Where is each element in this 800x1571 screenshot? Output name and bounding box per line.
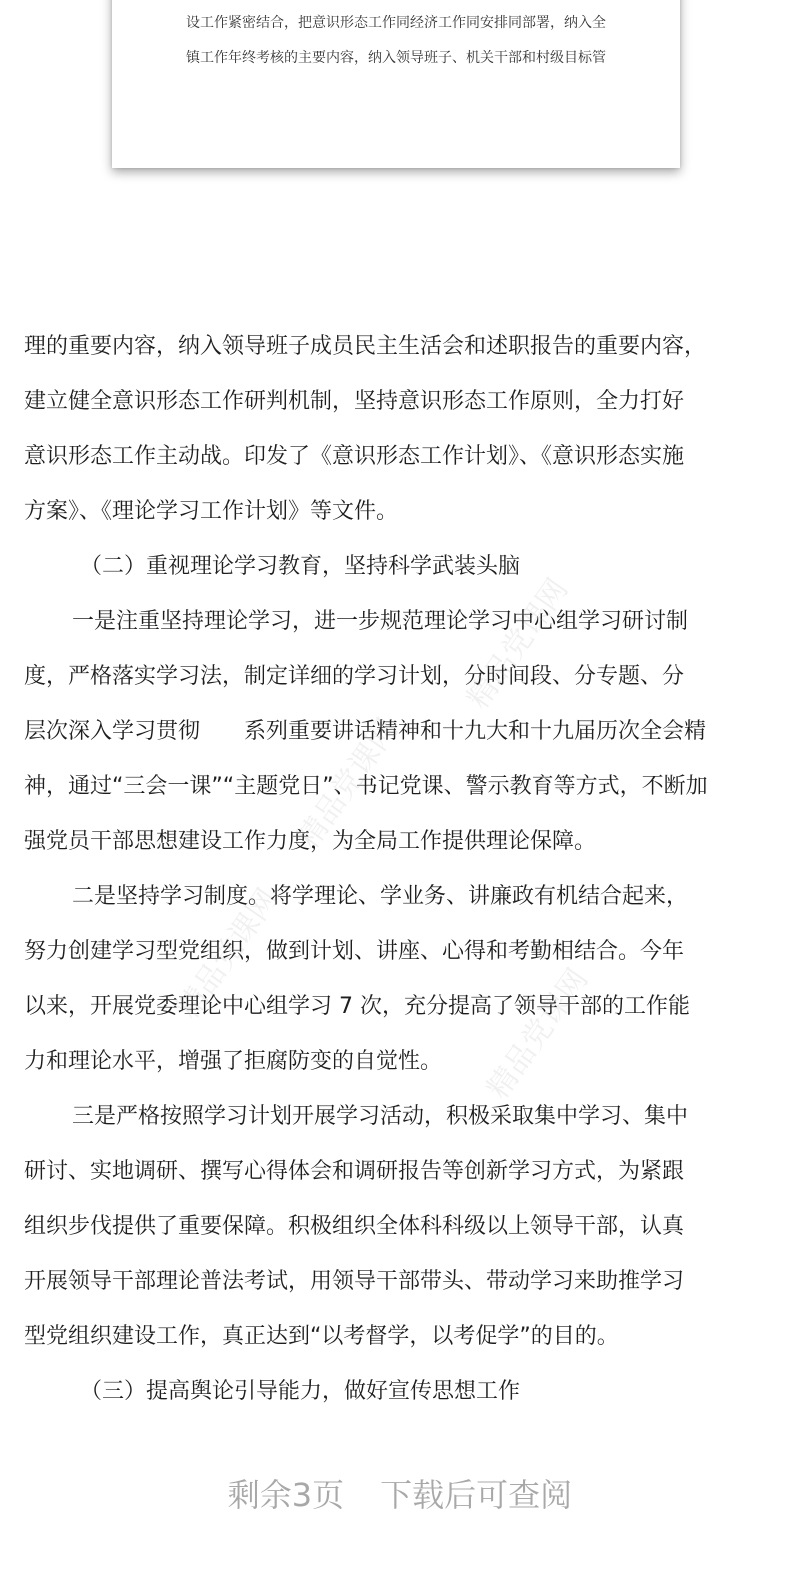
remaining-pages-count: 剩余3页 bbox=[227, 1476, 345, 1514]
text-line: 理的重要内容，纳入领导班子成员民主生活会和述职报告的重要内容， bbox=[24, 334, 707, 359]
text-line: 建立健全意识形态工作研判机制，坚持意识形态工作原则，全力打好 bbox=[24, 389, 685, 414]
text-line: 以来，开展党委理论中心组学习 7 次，充分提高了领导干部的工作能 bbox=[24, 994, 690, 1019]
text-line: 研讨、实地调研、撰写心得体会和调研报告等创新学习方式，为紧跟 bbox=[24, 1159, 685, 1184]
text-line: 神，通过“三会一课”“主题党日”、书记党课、警示教育等方式，不断加 bbox=[24, 774, 708, 799]
preview-card-line: 设工作紧密结合，把意识形态工作同经济工作同安排同部署，纳入全 bbox=[186, 15, 606, 31]
watermark: 精品党课网 bbox=[170, 882, 286, 1026]
paragraph-first-line: 二是坚持学习制度。将学理论、学业务、讲廉政有机结合起来， bbox=[72, 884, 689, 909]
paragraph-first-line: 三是严格按照学习计划开展学习活动，积极采取集中学习、集中 bbox=[72, 1104, 689, 1129]
text-line: 力和理论水平，增强了拒腐防变的自觉性。 bbox=[24, 1049, 443, 1074]
text-line: 意识形态工作主动战。印发了《意识形态工作计划》、《意识形态实施 bbox=[24, 444, 685, 469]
text-line: 组织步伐提供了重要保障。积极组织全体科科级以上领导干部，认真 bbox=[24, 1214, 685, 1239]
section-heading: （三）提高舆论引导能力，做好宣传思想工作 bbox=[80, 1379, 521, 1404]
preview-card-line: 镇工作年终考核的主要内容，纳入领导班子、机关干部和村级目标管 bbox=[186, 50, 606, 66]
text-line: 努力创建学习型党组织，做到计划、讲座、心得和考勤相结合。今年 bbox=[24, 939, 685, 964]
text-line: 方案》、《理论学习工作计划》等文件。 bbox=[24, 499, 399, 524]
text-line: 开展领导干部理论普法考试，用领导干部带头、带动学习来助推学习 bbox=[24, 1269, 685, 1294]
section-heading: （二）重视理论学习教育，坚持科学武装头脑 bbox=[80, 554, 521, 579]
paragraph-first-line: 一是注重坚持理论学习，进一步规范理论学习中心组学习研讨制 bbox=[72, 609, 689, 634]
watermark: 精品党课网 bbox=[290, 712, 406, 856]
watermark: 精品党课网 bbox=[480, 962, 596, 1106]
text-line: 度，严格落实学习法，制定详细的学习计划，分时间段、分专题、分 bbox=[24, 664, 685, 689]
text-line: 层次深入学习贯彻 系列重要讲话精神和十九大和十九届历次全会精 bbox=[24, 719, 707, 744]
preview-card bbox=[112, 0, 680, 168]
remaining-pages-notice[interactable] bbox=[0, 1470, 800, 1516]
text-line: 型党组织建设工作，真正达到“以考督学，以考促学”的目的。 bbox=[24, 1324, 619, 1349]
text-line: 强党员干部思想建设工作力度，为全局工作提供理论保障。 bbox=[24, 829, 597, 854]
watermark: 精品党课网 bbox=[460, 572, 576, 716]
download-hint: 下载后可查阅 bbox=[380, 1476, 573, 1514]
